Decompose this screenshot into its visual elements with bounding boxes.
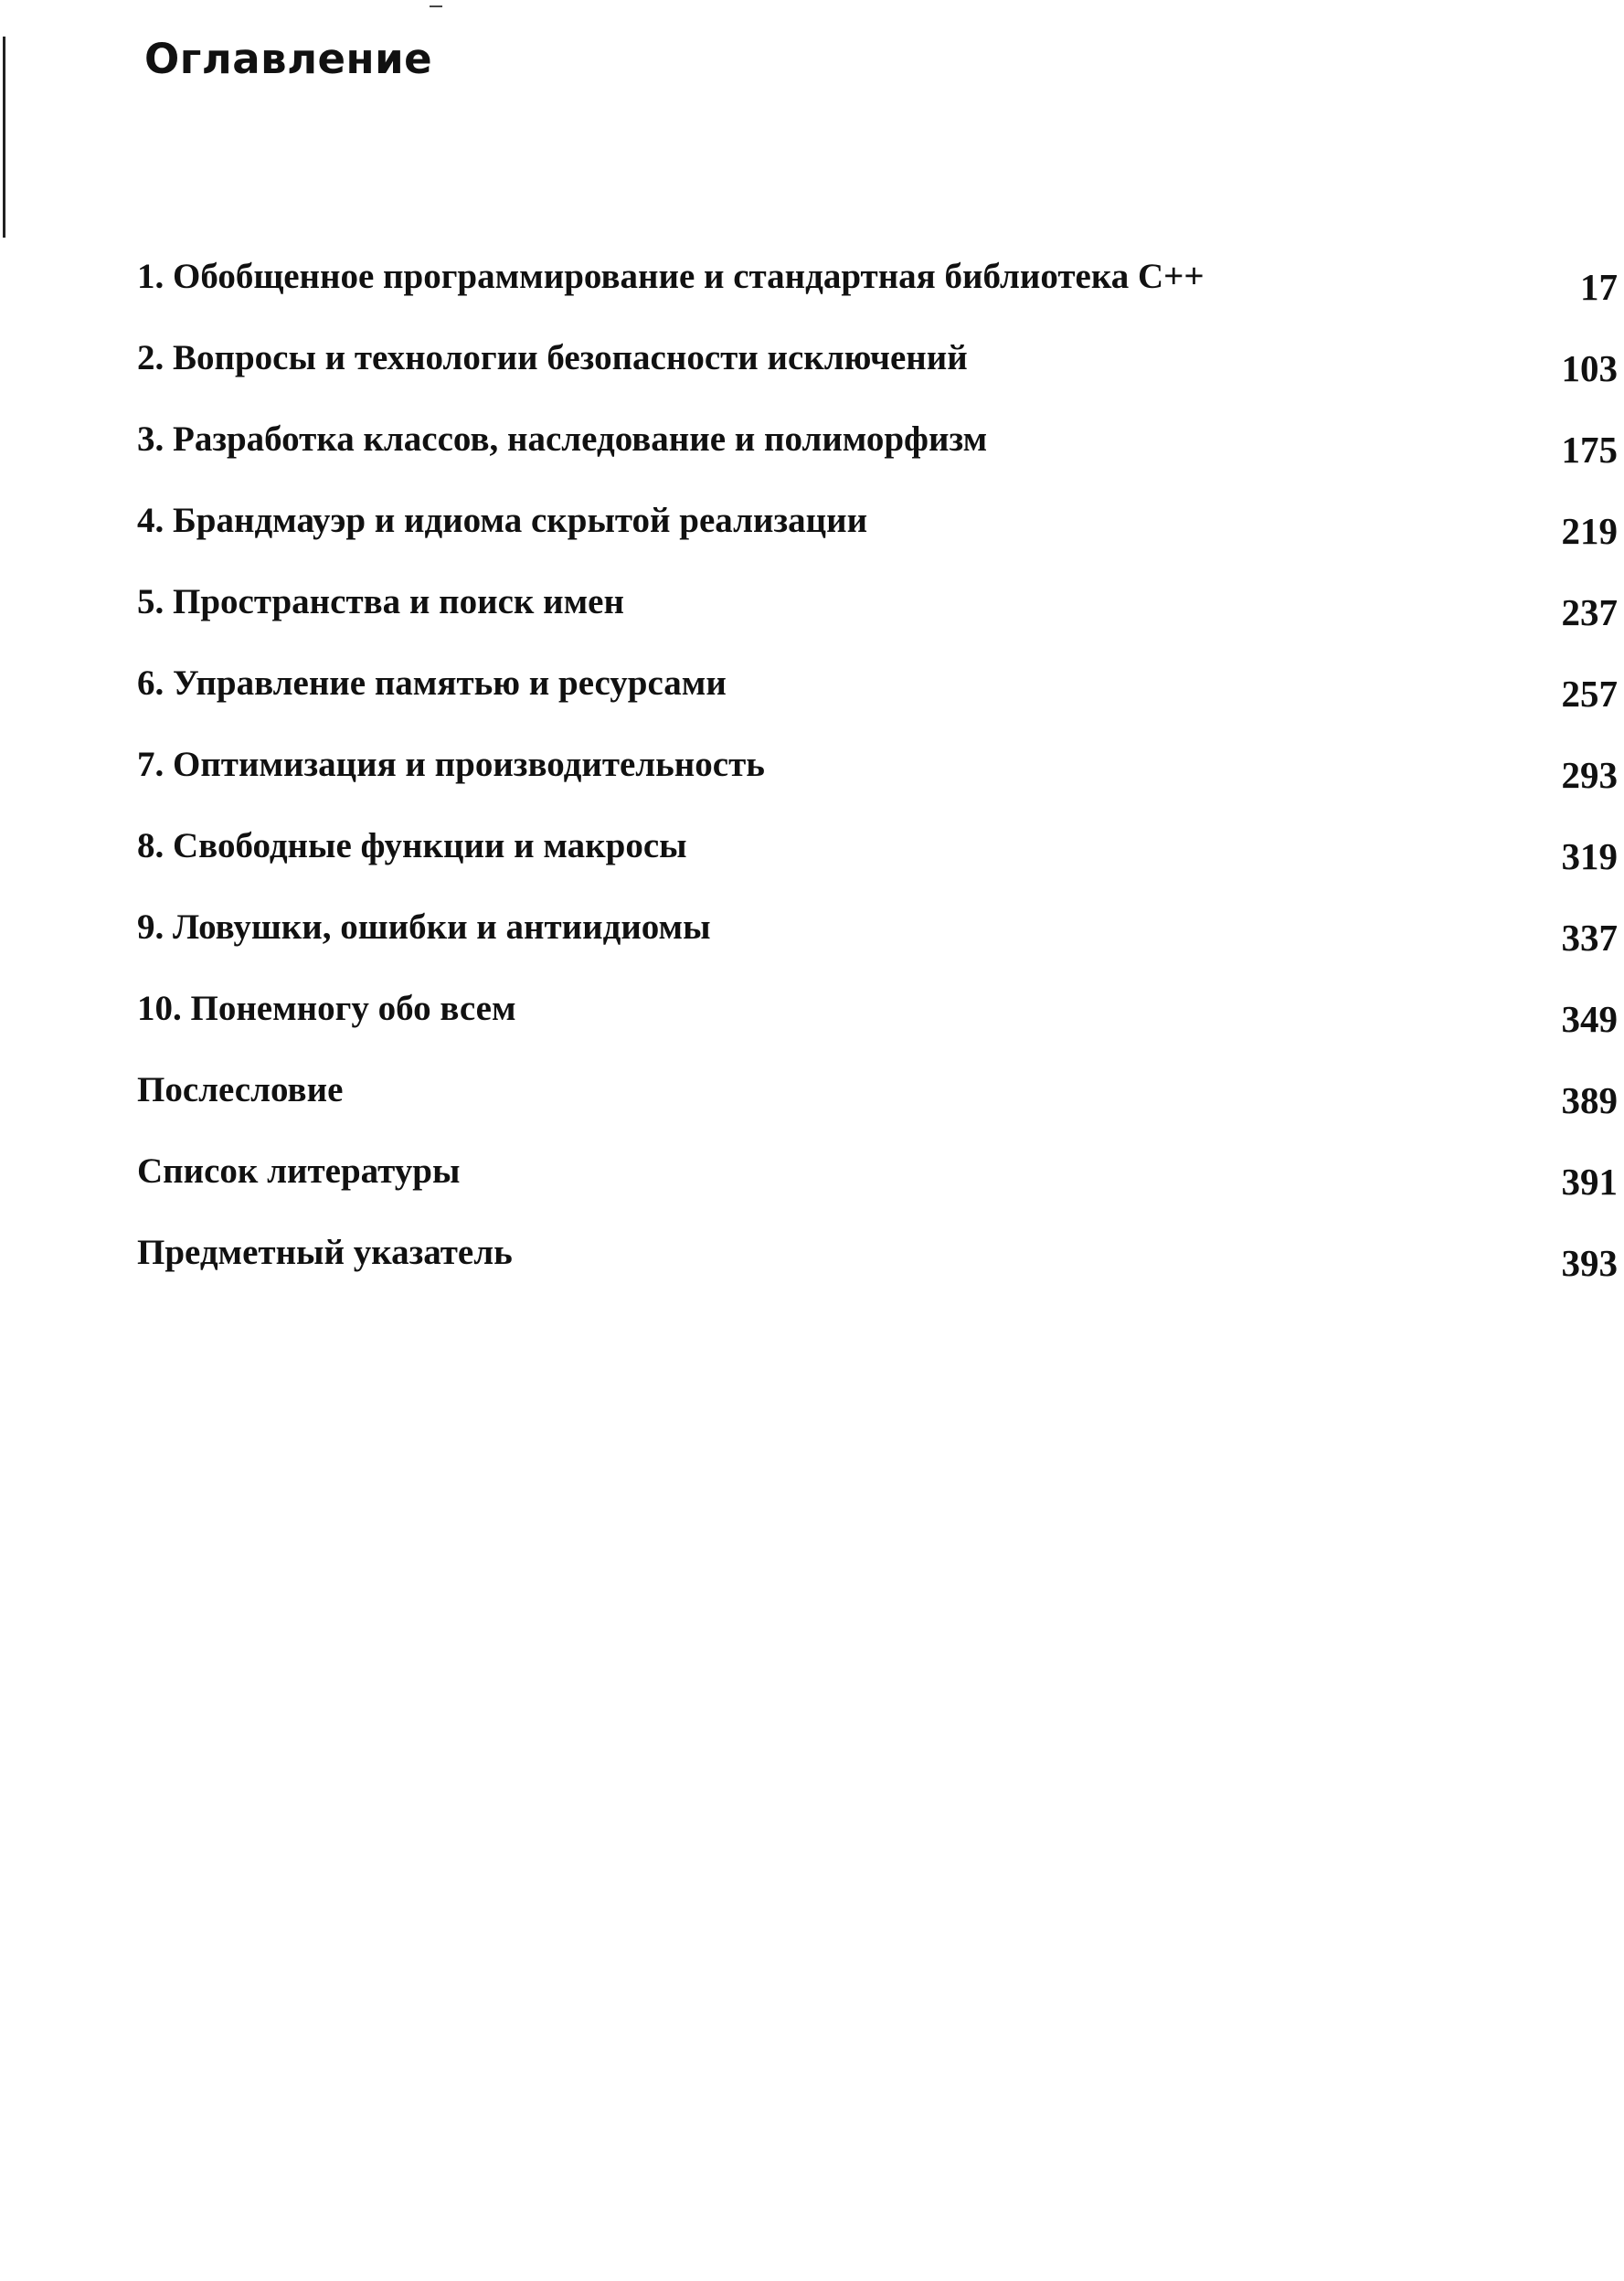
toc-entry-chapter-4[interactable] [137,496,1618,578]
toc-entry-page: 389 [1561,1079,1618,1121]
toc-entry-label: 4. Брандмауэр и идиома скрытой реализации [137,501,868,540]
toc-entry-chapter-6[interactable] [137,659,1618,740]
toc-entry-label: Предметный указатель [137,1233,513,1272]
toc-entry-label: 2. Вопросы и технологии безопасности исключений [137,338,968,377]
toc-entry-label: 7. Оптимизация и производительность [137,745,765,784]
toc-entry-label: 5. Пространства и поиск имен [137,582,624,621]
scan-dash-mark [430,5,442,7]
toc-entry-chapter-3[interactable] [137,415,1618,496]
toc-entry-page: 293 [1561,754,1618,796]
toc-entry-page: 175 [1561,429,1618,471]
toc-entry-label: 1. Обобщенное программирование и стандартная библиотека C++ [137,257,1205,296]
toc-entry-chapter-10[interactable] [137,984,1618,1066]
table-of-contents [137,252,1618,1310]
toc-entry-afterword[interactable] [137,1066,1618,1147]
toc-entry-chapter-5[interactable] [137,578,1618,659]
toc-entry-index[interactable] [137,1228,1618,1310]
toc-entry-label: Список литературы [137,1151,461,1191]
toc-entry-page: 393 [1561,1242,1618,1284]
toc-entry-chapter-7[interactable] [137,740,1618,822]
toc-entry-chapter-8[interactable] [137,822,1618,903]
toc-entry-chapter-1[interactable] [137,252,1618,334]
toc-entry-page: 257 [1561,673,1618,715]
toc-entry-page: 219 [1561,510,1618,552]
toc-entry-bibliography[interactable] [137,1147,1618,1228]
toc-entry-page: 237 [1561,591,1618,633]
toc-entry-label: 8. Свободные функции и макросы [137,826,687,865]
toc-entry-label: 3. Разработка классов, наследование и полиморфизм [137,419,988,459]
toc-entry-label: Послесловие [137,1070,344,1109]
toc-entry-chapter-2[interactable] [137,334,1618,415]
toc-entry-page: 391 [1561,1161,1618,1203]
toc-entry-page: 349 [1561,998,1618,1040]
page-title: Оглавление [144,35,433,83]
toc-entry-page: 103 [1561,347,1618,389]
toc-entry-label: 6. Управление памятью и ресурсами [137,663,727,703]
toc-entry-page: 319 [1561,835,1618,877]
toc-entry-page: 337 [1561,917,1618,959]
toc-entry-label: 10. Понемногу обо всем [137,989,516,1028]
toc-entry-label: 9. Ловушки, ошибки и антиидиомы [137,907,711,947]
toc-entry-chapter-9[interactable] [137,903,1618,984]
toc-entry-page: 17 [1580,266,1618,308]
scan-edge-mark [3,37,5,238]
